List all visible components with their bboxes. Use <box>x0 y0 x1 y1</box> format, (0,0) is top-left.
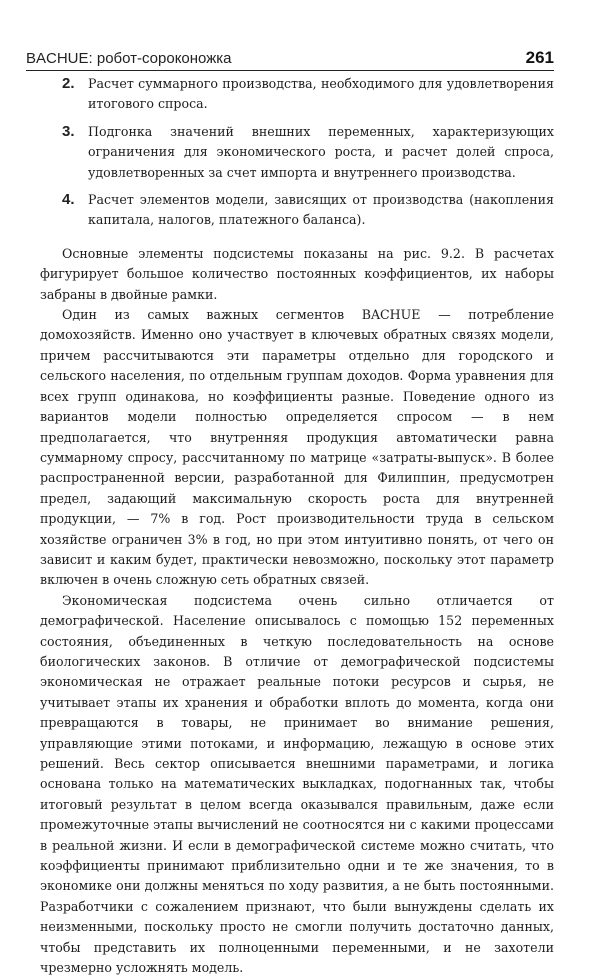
step-number: 4. <box>62 191 75 209</box>
step-text: Подгонка значений внешних переменных, характеризующих ограничения для экономического роста, и расчет долей спроса, удовлетворенных за счет импорта и внутреннего производства. <box>88 123 554 180</box>
paragraph: Экономическая подсистема очень сильно отличается от демографической. Население описывалось с помощью 152 переменных состояния, объединенных в четкую последовательность на основе биологических законов. В отличие от демографической подсистемы экономическая не отражает реальные потоки ресурсов и сырья, не учитывает этапы их хранения и обработки вплоть до момента, когда они превращаются в товары, не принимает во внимание решения, управляющие этими потоками, и информацию, лежащую в основе этих решений. Весь сектор описывается внешними параметрами, и логика основана только на математических выкладках, подогнанных так, чтобы итоговый результат в целом всегда оказывался правильным, даже если промежуточные этапы вычислений не соотносятся ни с какими процессами в реальной жизни. И если в демографической системе можно считать, что коэффициенты принимают приблизительно одни и те же значения, то в экономике они должны меняться по ходу развития, а не быть постоянными. Разработчики с сожалением признают, что были вынуждены сделать их неизменными, поскольку просто не смогли получить достаточно данных, чтобы представить их полноценными переменными, и не захотели чрезмерно усложнять модель. <box>40 592 554 976</box>
list-item <box>40 122 554 183</box>
paragraph: Один из самых важных сегментов BACHUE — потребление домохозяйств. Именно оно участвует в ключевых обратных связях модели, причем рассчитываются эти параметры отдельно для городского и сельского населения, по отдельным группам доходов. Форма уравнения для всех групп одинакова, но коэффициенты разные. Поведение одного из вариантов модели полностью определяется спросом — в нем предполагается, что внутренняя продукция автоматически равна суммарному спросу, рассчитанному по матрице «затраты-выпуск». В более распространенной версии, разработанной для Филиппин, предусмотрен предел, задающий максимальную скорость роста для внутренней продукции, — 7% в год. Рост производительности труда в сельском хозяйстве ограничен 3% в год, но при этом интуитивно понять, от чего он зависит и каким будет, практически невозможно, поскольку этот параметр включен в очень сложную сеть обратных связей. <box>40 307 554 588</box>
page-number: 261 <box>525 48 554 67</box>
step-number: 3. <box>62 122 75 140</box>
step-text: Расчет суммарного производства, необходимого для удовлетворения итогового спроса. <box>88 76 554 112</box>
list-item <box>40 190 554 231</box>
list-item <box>40 74 554 115</box>
running-head: BACHUE: робот-сороконожка <box>26 50 232 67</box>
step-text: Расчет элементов модели, зависящих от производства (накопления капитала, налогов, платежного баланса). <box>88 192 554 228</box>
numbered-steps-list <box>40 74 554 231</box>
step-number: 2. <box>62 75 75 92</box>
body-text <box>40 74 554 978</box>
page-header <box>26 46 554 71</box>
paragraph: Основные элементы подсистемы показаны на рис. 9.2. В расчетах фигурирует большое количество постоянных коэффициентов, их наборы забраны в двойные рамки. <box>40 245 554 302</box>
